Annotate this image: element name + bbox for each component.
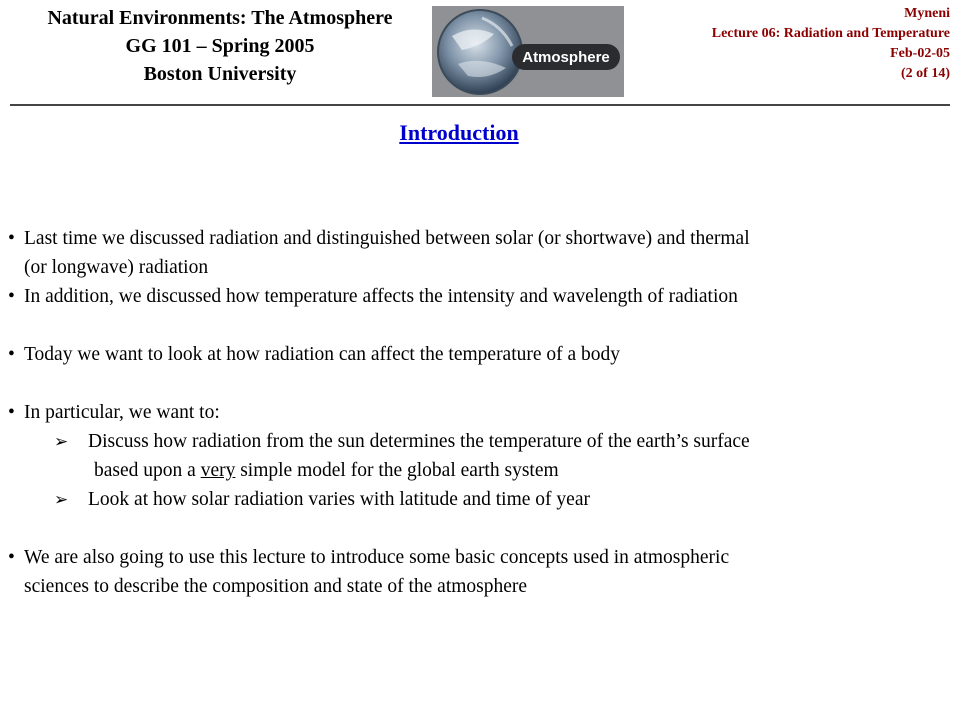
institution: Boston University: [143, 63, 297, 85]
list-item: • We are also going to use this lecture to introduce some basic concepts used in atmospheric: [8, 543, 938, 572]
lecture-info: [610, 4, 950, 84]
bullet-icon: •: [8, 228, 15, 249]
page-indicator: (2 of 14): [901, 66, 950, 81]
course-code: GG 101 – Spring 2005: [125, 35, 315, 57]
header-divider: [10, 104, 950, 106]
sub-list-item-continuation: based upon a very simple model for the global earth system: [94, 460, 559, 481]
slide-title: Introduction: [399, 120, 519, 145]
logo-label: Atmosphere: [522, 49, 610, 66]
list-item: • Today we want to look at how radiation can affect the temperature of a body: [8, 340, 938, 369]
list-item: • In addition, we discussed how temperature affects the intensity and wavelength of radiation: [8, 282, 938, 311]
list-item-continuation: (or longwave) radiation: [24, 257, 209, 278]
atmosphere-logo: [432, 6, 624, 97]
course-title: Natural Environments: The Atmosphere: [47, 7, 393, 29]
lecture-date: Feb-02-05: [890, 46, 950, 61]
course-header: [12, 4, 428, 88]
list-item: • Last time we discussed radiation and distinguished between solar (or shortwave) and thermal: [8, 224, 938, 253]
arrow-bullet-icon: ➢: [54, 432, 69, 451]
bullet-icon: •: [8, 344, 15, 365]
list-item-continuation: sciences to describe the composition and state of the atmosphere: [24, 576, 528, 597]
arrow-bullet-icon: ➢: [54, 490, 69, 509]
slide-body: [8, 224, 938, 601]
bullet-icon: •: [8, 402, 15, 423]
bullet-icon: •: [8, 286, 15, 307]
globe-icon: [438, 10, 522, 94]
lecture-title: Lecture 06: Radiation and Temperature: [711, 26, 950, 41]
list-item: • In particular, we want to:: [8, 398, 938, 427]
emphasis-very: very: [200, 460, 236, 481]
sub-list-item: ➢ Discuss how radiation from the sun determines the temperature of the earth’s surface: [8, 427, 938, 456]
author-name: Myneni: [904, 6, 950, 21]
bullet-icon: •: [8, 547, 15, 568]
sub-list-item: ➢ Look at how solar radiation varies with latitude and time of year: [8, 485, 938, 514]
